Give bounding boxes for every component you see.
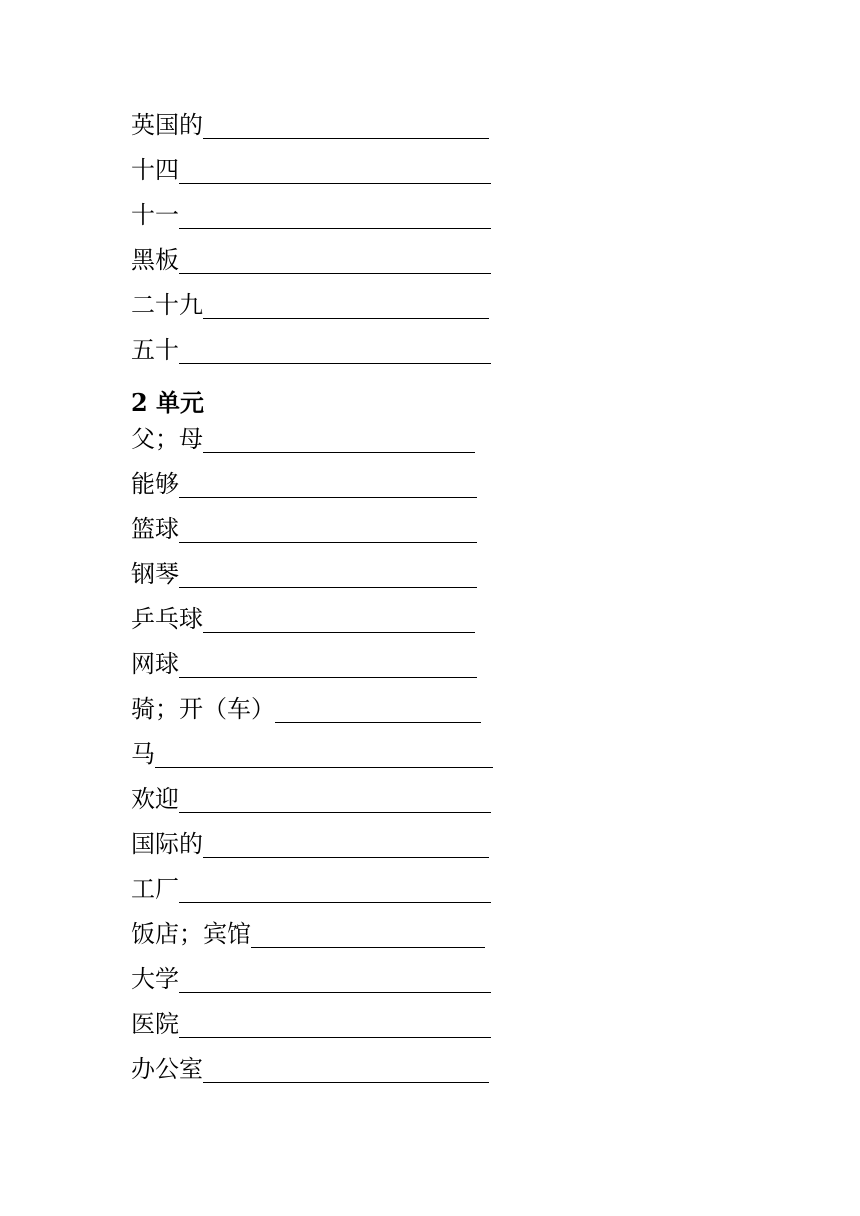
vocab-label: 医院 <box>131 1010 179 1038</box>
answer-blank[interactable] <box>179 541 477 543</box>
vocab-label: 工厂 <box>131 875 179 903</box>
vocab-label: 饭店；宾馆 <box>131 920 251 948</box>
vocab-item <box>131 594 475 639</box>
vocab-item <box>131 864 491 909</box>
vocab-item <box>131 639 477 684</box>
vocab-item <box>131 100 489 145</box>
answer-blank[interactable] <box>179 272 491 274</box>
answer-blank[interactable] <box>275 721 481 723</box>
vocab-item <box>131 459 477 504</box>
vocab-item <box>131 729 493 774</box>
vocab-label: 网球 <box>131 650 179 678</box>
answer-blank[interactable] <box>203 856 489 858</box>
answer-blank[interactable] <box>179 676 477 678</box>
answer-blank[interactable] <box>203 137 489 139</box>
vocab-label: 能够 <box>131 470 179 498</box>
answer-blank[interactable] <box>179 227 491 229</box>
answer-blank[interactable] <box>179 496 477 498</box>
vocab-item <box>131 684 481 729</box>
vocab-label: 十一 <box>131 201 179 229</box>
section-heading: 2 单元 <box>131 388 205 417</box>
vocab-item <box>131 235 491 280</box>
vocab-item <box>131 145 491 190</box>
vocab-item <box>131 504 477 549</box>
vocab-label: 乒乓球 <box>131 605 203 633</box>
vocab-label: 二十九 <box>131 291 203 319</box>
vocab-label: 大学 <box>131 965 179 993</box>
vocab-label: 骑；开（车） <box>131 695 275 723</box>
vocab-item <box>131 325 491 370</box>
vocab-item <box>131 819 489 864</box>
answer-blank[interactable] <box>179 586 477 588</box>
answer-blank[interactable] <box>179 182 491 184</box>
answer-blank[interactable] <box>179 901 491 903</box>
answer-blank[interactable] <box>203 317 489 319</box>
vocab-label: 钢琴 <box>131 560 179 588</box>
vocab-label: 篮球 <box>131 515 179 543</box>
vocab-item <box>131 954 491 999</box>
answer-blank[interactable] <box>203 1081 489 1083</box>
vocab-label: 马 <box>131 740 155 768</box>
vocab-label: 五十 <box>131 336 179 364</box>
answer-blank[interactable] <box>203 631 475 633</box>
answer-blank[interactable] <box>179 362 491 364</box>
vocab-item <box>131 1044 489 1089</box>
vocab-label: 十四 <box>131 156 179 184</box>
answer-blank[interactable] <box>203 451 475 453</box>
vocab-item <box>131 909 485 954</box>
answer-blank[interactable] <box>179 1036 491 1038</box>
answer-blank[interactable] <box>179 811 491 813</box>
vocab-item <box>131 549 477 594</box>
vocab-item <box>131 774 491 819</box>
vocab-label: 国际的 <box>131 830 203 858</box>
vocab-label: 欢迎 <box>131 785 179 813</box>
answer-blank[interactable] <box>155 766 493 768</box>
vocab-item <box>131 414 475 459</box>
answer-blank[interactable] <box>251 946 485 948</box>
vocab-label: 英国的 <box>131 111 203 139</box>
vocab-item <box>131 280 489 325</box>
answer-blank[interactable] <box>179 991 491 993</box>
vocab-item <box>131 190 491 235</box>
vocab-label: 父；母 <box>131 425 203 453</box>
vocab-label: 办公室 <box>131 1055 203 1083</box>
vocab-item <box>131 999 491 1044</box>
vocab-label: 黑板 <box>131 246 179 274</box>
